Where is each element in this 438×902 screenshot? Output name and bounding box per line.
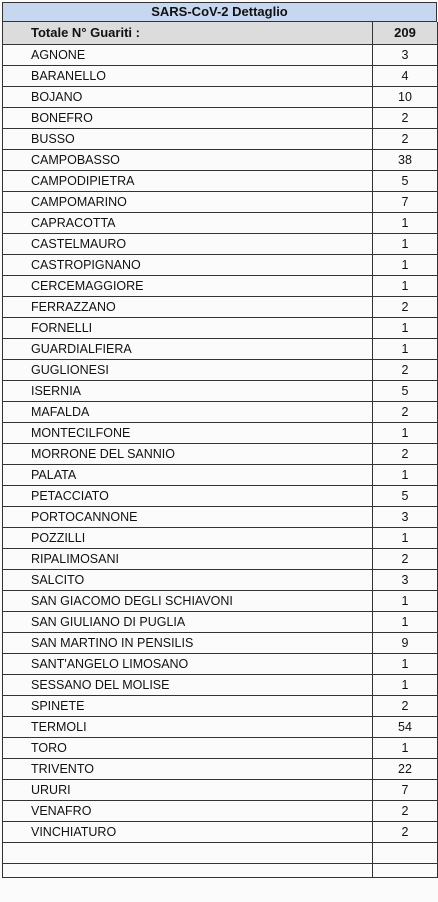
comune-cell: VENAFRO: [3, 800, 373, 821]
guariti-cell: 7: [373, 779, 438, 800]
table-row: [3, 569, 438, 590]
table-row: [3, 485, 438, 506]
table-row: [3, 590, 438, 611]
table-row: [3, 632, 438, 653]
empty-row: [3, 842, 438, 863]
table-row: [3, 128, 438, 149]
empty-cell: [3, 842, 373, 863]
comune-cell: URURI: [3, 779, 373, 800]
table-row: [3, 65, 438, 86]
comune-cell: FORNELLI: [3, 317, 373, 338]
empty-cell: [373, 863, 438, 877]
table-row: [3, 821, 438, 842]
comune-cell: BONEFRO: [3, 107, 373, 128]
guariti-cell: 2: [373, 296, 438, 317]
comune-cell: MONTECILFONE: [3, 422, 373, 443]
table-row: [3, 170, 438, 191]
comune-cell: FERRAZZANO: [3, 296, 373, 317]
table-row: [3, 653, 438, 674]
guariti-cell: 2: [373, 548, 438, 569]
comune-cell: ISERNIA: [3, 380, 373, 401]
comune-cell: SAN GIULIANO DI PUGLIA: [3, 611, 373, 632]
guariti-cell: 2: [373, 695, 438, 716]
guariti-cell: 1: [373, 737, 438, 758]
guariti-cell: 1: [373, 233, 438, 254]
empty-row: [3, 863, 438, 877]
comune-cell: RIPALIMOSANI: [3, 548, 373, 569]
guariti-cell: 1: [373, 464, 438, 485]
table-row: [3, 548, 438, 569]
comune-cell: TRIVENTO: [3, 758, 373, 779]
table-row: [3, 422, 438, 443]
recovered-table: [2, 22, 438, 878]
comune-cell: CERCEMAGGIORE: [3, 275, 373, 296]
table-row: [3, 254, 438, 275]
comune-cell: SANT'ANGELO LIMOSANO: [3, 653, 373, 674]
comune-cell: CAMPODIPIETRA: [3, 170, 373, 191]
table-row: [3, 401, 438, 422]
guariti-cell: 1: [373, 422, 438, 443]
table-row: [3, 149, 438, 170]
guariti-cell: 2: [373, 107, 438, 128]
comune-cell: PORTOCANNONE: [3, 506, 373, 527]
comune-cell: SALCITO: [3, 569, 373, 590]
guariti-cell: 1: [373, 674, 438, 695]
table-title: SARS-CoV-2 Dettaglio: [2, 2, 437, 22]
guariti-cell: 4: [373, 65, 438, 86]
comune-cell: SESSANO DEL MOLISE: [3, 674, 373, 695]
guariti-cell: 1: [373, 611, 438, 632]
table-row: [3, 506, 438, 527]
comune-cell: CAPRACOTTA: [3, 212, 373, 233]
guariti-cell: 3: [373, 44, 438, 65]
guariti-cell: 54: [373, 716, 438, 737]
guariti-cell: 1: [373, 275, 438, 296]
table-row: [3, 191, 438, 212]
table-row: [3, 317, 438, 338]
guariti-cell: 1: [373, 590, 438, 611]
comune-cell: MAFALDA: [3, 401, 373, 422]
comune-cell: GUGLIONESI: [3, 359, 373, 380]
table-row: [3, 737, 438, 758]
table-row: [3, 107, 438, 128]
empty-cell: [3, 863, 373, 877]
table-row: [3, 464, 438, 485]
table-row: [3, 800, 438, 821]
table-row: [3, 296, 438, 317]
table-row: [3, 695, 438, 716]
guariti-cell: 38: [373, 149, 438, 170]
guariti-cell: 9: [373, 632, 438, 653]
empty-cell: [373, 842, 438, 863]
guariti-cell: 22: [373, 758, 438, 779]
table-row: [3, 527, 438, 548]
table-row: [3, 758, 438, 779]
table-row: [3, 338, 438, 359]
guariti-cell: 5: [373, 170, 438, 191]
guariti-cell: 5: [373, 485, 438, 506]
table-row: [3, 674, 438, 695]
table-row: [3, 44, 438, 65]
guariti-cell: 7: [373, 191, 438, 212]
total-label: Totale N° Guariti :: [3, 22, 373, 44]
guariti-cell: 2: [373, 443, 438, 464]
guariti-cell: 2: [373, 401, 438, 422]
guariti-cell: 10: [373, 86, 438, 107]
comune-cell: GUARDIALFIERA: [3, 338, 373, 359]
comune-cell: CASTROPIGNANO: [3, 254, 373, 275]
comune-cell: PALATA: [3, 464, 373, 485]
comune-cell: SAN GIACOMO DEGLI SCHIAVONI: [3, 590, 373, 611]
table-row: [3, 611, 438, 632]
guariti-cell: 1: [373, 338, 438, 359]
guariti-cell: 1: [373, 527, 438, 548]
table-row: [3, 233, 438, 254]
guariti-cell: 1: [373, 317, 438, 338]
guariti-cell: 3: [373, 506, 438, 527]
guariti-cell: 3: [373, 569, 438, 590]
comune-cell: PETACCIATO: [3, 485, 373, 506]
comune-cell: POZZILLI: [3, 527, 373, 548]
guariti-cell: 2: [373, 359, 438, 380]
guariti-cell: 2: [373, 800, 438, 821]
table-row: [3, 380, 438, 401]
comune-cell: MORRONE DEL SANNIO: [3, 443, 373, 464]
comune-cell: CASTELMAURO: [3, 233, 373, 254]
comune-cell: CAMPOBASSO: [3, 149, 373, 170]
comune-cell: TERMOLI: [3, 716, 373, 737]
guariti-cell: 2: [373, 821, 438, 842]
comune-cell: CAMPOMARINO: [3, 191, 373, 212]
table-row: [3, 716, 438, 737]
comune-cell: SPINETE: [3, 695, 373, 716]
total-row: [3, 22, 438, 44]
guariti-cell: 2: [373, 128, 438, 149]
total-value: 209: [373, 22, 438, 44]
guariti-cell: 1: [373, 254, 438, 275]
table-row: [3, 359, 438, 380]
comune-cell: BARANELLO: [3, 65, 373, 86]
comune-cell: TORO: [3, 737, 373, 758]
comune-cell: BUSSO: [3, 128, 373, 149]
comune-cell: SAN MARTINO IN PENSILIS: [3, 632, 373, 653]
comune-cell: VINCHIATURO: [3, 821, 373, 842]
table-row: [3, 212, 438, 233]
comune-cell: AGNONE: [3, 44, 373, 65]
guariti-cell: 5: [373, 380, 438, 401]
table-row: [3, 275, 438, 296]
table-row: [3, 779, 438, 800]
table-row: [3, 443, 438, 464]
table-row: [3, 86, 438, 107]
comune-cell: BOJANO: [3, 86, 373, 107]
guariti-cell: 1: [373, 653, 438, 674]
table-body: [3, 22, 438, 877]
guariti-cell: 1: [373, 212, 438, 233]
